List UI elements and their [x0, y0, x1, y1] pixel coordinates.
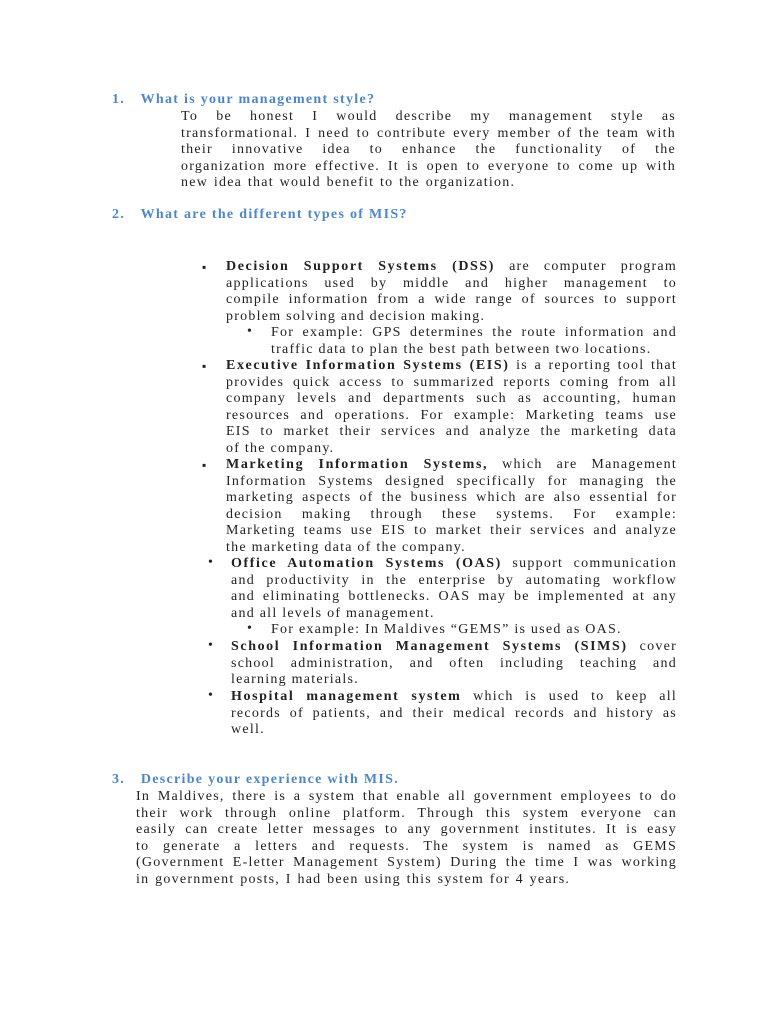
- list-item-text: and productivity in the enterprise by automating workflow: [231, 572, 677, 588]
- answer-1-line: To be honest I would describe my management style as: [181, 109, 676, 124]
- list-item-text: of the company.: [226, 440, 335, 456]
- list-item-text: which is used to keep all: [461, 689, 677, 704]
- list-item-text: support communication: [501, 556, 678, 571]
- square-bullet-icon: ▪: [202, 458, 208, 472]
- list-item-text: compile information from a wide range of sources to support: [226, 292, 677, 308]
- list-item-text: and eliminating bottlenecks. OAS may be implemented at any: [231, 589, 677, 605]
- sub-item-text: For example: GPS determines the route information and: [271, 325, 677, 340]
- answer-3-line: their work through online platform. Through this system everyone can: [136, 805, 677, 821]
- answer-3-line: (Government E-letter Management System) During the time I was working: [136, 855, 677, 871]
- list-item-term: Office Automation Systems (OAS): [231, 556, 502, 571]
- list-item-text: resources and operations. For example: Marketing teams use: [226, 407, 677, 423]
- list-item-text: Information Systems designed specifically for managing the: [226, 473, 677, 489]
- question-2-text: What are the different types of MIS?: [140, 207, 408, 222]
- list-item-term: School Information Management Systems (SIMS): [231, 639, 628, 654]
- answer-1-line: their innovative idea to enhance the functionality of the: [181, 142, 676, 158]
- list-item-term: Hospital management system: [231, 689, 462, 704]
- question-2-number: 2.: [112, 207, 126, 222]
- question-3-text: Describe your experience with MIS.: [140, 772, 399, 787]
- list-item-text: Marketing teams use EIS to market their services and analyze: [226, 523, 677, 539]
- answer-3-line: easily can create letter messages to any government institutes. It is easy: [136, 822, 677, 838]
- square-bullet-icon: ▪: [202, 260, 208, 274]
- answer-3-line: to generate a letters and requests. The system is named as GEMS: [136, 838, 677, 854]
- round-bullet-icon: •: [208, 688, 215, 703]
- list-item-text: marketing aspects of the business which are also essential for: [226, 490, 677, 506]
- question-1-number: 1.: [112, 92, 126, 107]
- round-bullet-icon: •: [247, 621, 254, 636]
- list-item-text: decision making through these systems. For example:: [226, 506, 677, 522]
- list-item-text: school administration, and often including teaching and: [231, 655, 677, 671]
- list-item-text: learning materials.: [231, 672, 359, 688]
- answer-1-line: new idea that would benefit to the organization.: [181, 175, 516, 191]
- list-item-term: Decision Support Systems (DSS): [226, 259, 496, 274]
- list-item-text: company levels and departments such as accounting, human: [226, 391, 677, 407]
- list-item-text: which are Management: [488, 457, 677, 472]
- square-bullet-icon: ▪: [202, 359, 208, 373]
- question-1: [112, 92, 375, 108]
- list-item-text: well.: [231, 722, 265, 738]
- list-item-text: cover: [627, 639, 677, 654]
- list-item-text: provides quick access to summarized reports coming from all: [226, 374, 677, 390]
- list-item-text: are computer program: [495, 259, 677, 274]
- list-item-text: records of patients, and their medical records and history as: [231, 705, 677, 721]
- list-item-term: Executive Information Systems (EIS): [226, 358, 510, 373]
- question-3-number: 3.: [112, 772, 126, 787]
- answer-1-line: transformational. I need to contribute every member of the team with: [181, 125, 676, 141]
- question-3: [112, 772, 399, 788]
- list-item-term: Marketing Information Systems,: [226, 457, 489, 472]
- answer-1-line: organization more effective. It is open to everyone to come up with: [181, 158, 676, 174]
- list-item-text: is a reporting tool that: [509, 358, 677, 373]
- round-bullet-icon: •: [247, 324, 254, 339]
- question-1-text: What is your management style?: [140, 92, 376, 107]
- answer-3: [136, 789, 677, 889]
- list-item-text: the marketing data of the company.: [226, 539, 466, 555]
- answer-3-line: in government posts, I had been using this system for 4 years.: [136, 871, 571, 887]
- list-item-text: problem solving and decision making.: [226, 308, 486, 324]
- list-item-text: applications used by middle and higher management to: [226, 275, 677, 291]
- answer-1: [181, 109, 676, 192]
- round-bullet-icon: •: [208, 638, 215, 653]
- question-2: [112, 207, 408, 223]
- sub-item-text: For example: In Maldives “GEMS” is used as OAS.: [271, 622, 622, 637]
- list-item-text: and all levels of management.: [231, 605, 435, 621]
- list-item-text: EIS to market their services and analyze the marketing data: [226, 424, 677, 440]
- sub-item-text: traffic data to plan the best path between two locations.: [271, 341, 652, 357]
- answer-3-line: In Maldives, there is a system that enable all government employees to do: [136, 789, 677, 804]
- round-bullet-icon: •: [208, 555, 215, 570]
